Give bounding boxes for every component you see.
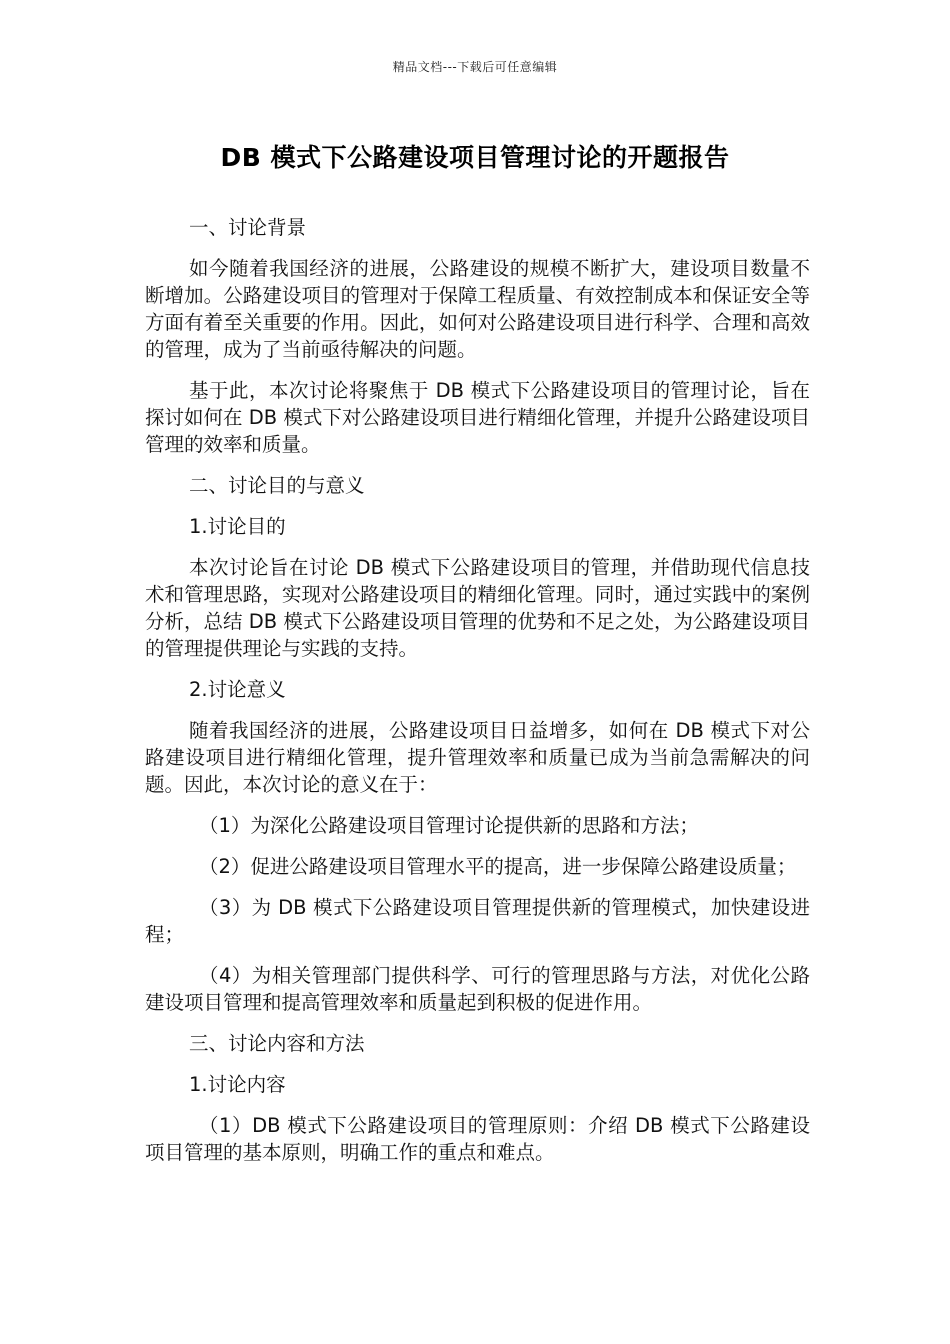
list-item-content-1: （1）DB 模式下公路建设项目的管理原则：介绍 DB 模式下公路建设项目管理的基本原则，明确工作的重点和难点。 [145,1114,810,1164]
section-heading-content-methods: 三、讨论内容和方法 [189,1032,365,1055]
paragraph-purpose: 本次讨论旨在讨论 DB 模式下公路建设项目的管理，并借助现代信息技术和管理思路，实现对公路建设项目的精细化管理。同时，通过实践中的案例分析，总结 DB 模式下公路建设项目管理的优势和不足之处，为公路建设项目的管理提供理论与实践的支持。 [145,556,810,660]
section-heading-purpose-significance: 二、讨论目的与意义 [189,474,365,497]
list-item-significance-2: （2）促进公路建设项目管理水平的提高，进一步保障公路建设质量； [199,855,797,878]
subheading-significance: 2.讨论意义 [189,678,286,701]
document-body [145,214,810,1180]
header-note: 精品文档---下载后可任意编辑 [392,60,558,74]
document-title: DB 模式下公路建设项目管理讨论的开题报告 [220,143,730,172]
subheading-content: 1.讨论内容 [189,1073,286,1096]
list-item-significance-4: （4）为相关管理部门提供科学、可行的管理思路与方法，对优化公路建设项目管理和提高管理效率和质量起到积极的促进作用。 [145,964,810,1014]
paragraph-background-1: 如今随着我国经济的进展，公路建设的规模不断扩大，建设项目数量不断增加。公路建设项目的管理对于保障工程质量、有效控制成本和保证安全等方面有着至关重要的作用。因此，如何对公路建设项目进行科学、合理和高效的管理，成为了当前亟待解决的问题。 [145,257,810,361]
paragraph-background-2: 基于此，本次讨论将聚焦于 DB 模式下公路建设项目的管理讨论，旨在探讨如何在 DB 模式下对公路建设项目进行精细化管理，并提升公路建设项目管理的效率和质量。 [145,379,810,456]
section-heading-background: 一、讨论背景 [189,216,307,239]
list-item-significance-3: （3）为 DB 模式下公路建设项目管理提供新的管理模式，加快建设进程； [145,896,810,946]
list-item-significance-1: （1）为深化公路建设项目管理讨论提供新的思路和方法； [199,814,699,837]
paragraph-significance: 随着我国经济的进展，公路建设项目日益增多，如何在 DB 模式下对公路建设项目进行精细化管理，提升管理效率和质量已成为当前急需解决的问题。因此，本次讨论的意义在于： [145,719,810,796]
subheading-purpose: 1.讨论目的 [189,515,286,538]
